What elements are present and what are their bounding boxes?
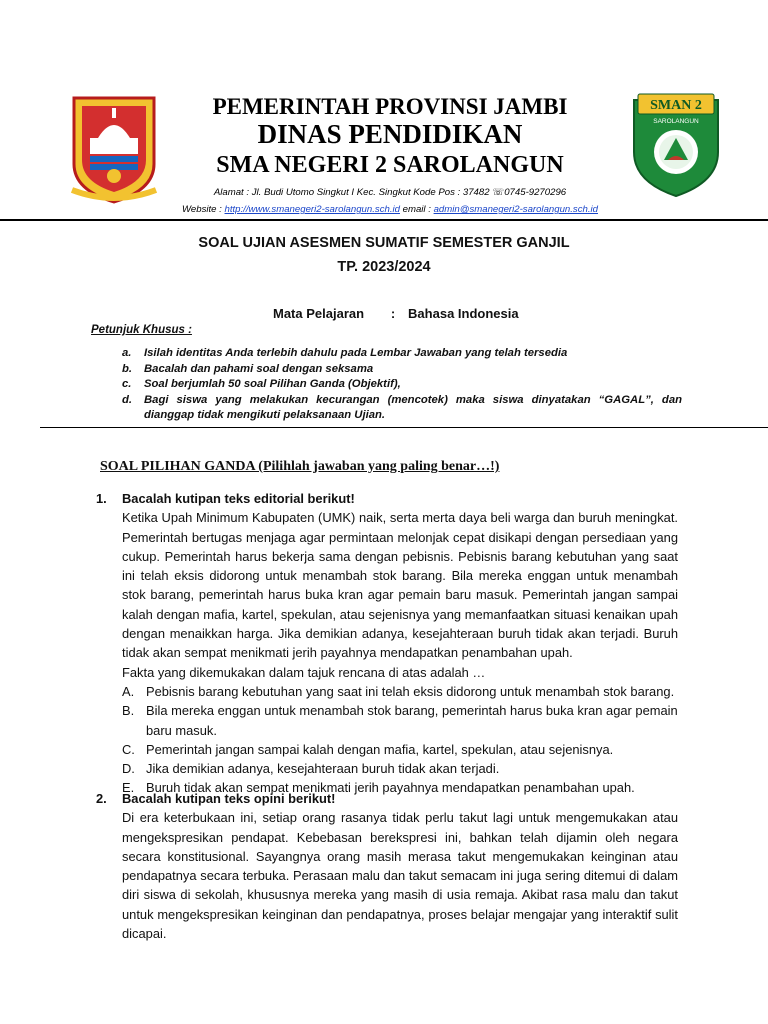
exam-title: SOAL UJIAN ASESMEN SUMATIF SEMESTER GANJIL bbox=[198, 235, 570, 251]
question-2 bbox=[96, 789, 678, 943]
instruction-marker: c. bbox=[122, 378, 132, 390]
option-text: Bila mereka enggan untuk menambah stok barang, pemerintah harus buka kran agar pemain baru masuk. bbox=[146, 703, 678, 738]
letterhead-agency: DINAS PENDIDIKAN bbox=[257, 119, 523, 149]
instruction-item bbox=[122, 393, 682, 424]
answer-option[interactable] bbox=[122, 740, 678, 759]
website-label: Website : bbox=[182, 204, 222, 215]
answer-options bbox=[122, 682, 678, 798]
school-contact bbox=[100, 204, 680, 215]
option-text: Jika demikian adanya, kesejahteraan buruh tidak akan terjadi. bbox=[146, 761, 500, 777]
question-header bbox=[96, 789, 678, 808]
answer-option[interactable] bbox=[122, 701, 678, 740]
option-text: Pemerintah jangan sampai kalah dengan mafia, kartel, spekulan, atau sejenisnya. bbox=[146, 741, 614, 757]
letterhead-school: SMA NEGERI 2 SAROLANGUN bbox=[216, 152, 564, 178]
question-number: 1. bbox=[96, 491, 107, 506]
question-prompt: Bacalah kutipan teks opini berikut! bbox=[122, 791, 336, 806]
option-letter: C. bbox=[122, 741, 135, 757]
instructions-list bbox=[122, 346, 682, 424]
section-title: SOAL PILIHAN GANDA (Pilihlah jawaban yang paling benar…!) bbox=[100, 459, 500, 474]
question-1 bbox=[96, 489, 678, 798]
option-letter: A. bbox=[122, 683, 135, 699]
instruction-marker: d. bbox=[122, 393, 133, 406]
email-label: email : bbox=[402, 204, 431, 215]
instruction-marker: b. bbox=[122, 362, 133, 375]
instruction-text: Isilah identitas Anda terlebih dahulu pada Lembar Jawaban yang telah tersedia bbox=[144, 347, 568, 359]
instructions-divider bbox=[40, 427, 768, 428]
school-logo bbox=[626, 90, 726, 200]
letterhead-province: PEMERINTAH PROVINSI JAMBI bbox=[212, 94, 568, 119]
option-letter: E. bbox=[122, 780, 135, 796]
instruction-item bbox=[122, 346, 682, 362]
option-text: Buruh tidak akan sempat menikmati jerih payahnya mendapatkan penambahan upah. bbox=[146, 780, 635, 796]
question-passage: Di era keterbukaan ini, setiap orang rasanya tidak perlu takut lagi untuk mengemukakan atau mengekspresikan pendapat. Kebebasan berekspresi ini, bahkan telah dijamin oleh negara secara konstitusional. Sayangnya orang masih merasa takut mengemukakan keinginan atau pendapatnya secara terbuka. Perasaan malu dan takut semacam ini juga sering ditemui di dalam diri siswa di sekolah, khususnya mereka yang masih di usia remaja. Akibat rasa malu dan takut untuk mengekspresikan keinginan dan pendapatnya, proses belajar mengajar yang interaktif sulit dicapai. bbox=[122, 810, 678, 942]
instruction-text: Bagi siswa yang melakukan kecurangan (mencotek) maka siswa dinyatakan “GAGAL”, dan dianggap tidak mengikuti pelaksanaan Ujian. bbox=[144, 393, 682, 421]
subject-row bbox=[273, 306, 519, 321]
exam-year: TP. 2023/2024 bbox=[337, 259, 431, 275]
instruction-item bbox=[122, 377, 682, 393]
option-letter: B. bbox=[122, 703, 135, 719]
school-address: Alamat : Jl. Budi Utomo Singkut I Kec. Singkut Kode Pos : 37482 ☏0745-9270296 bbox=[213, 187, 567, 198]
option-text: Pebisnis barang kebutuhan yang saat ini telah eksis didorong untuk menambah stok barang. bbox=[146, 683, 675, 699]
answer-option[interactable] bbox=[122, 759, 678, 778]
instruction-text: Bacalah dan pahami soal dengan seksama bbox=[144, 362, 374, 375]
question-text: Fakta yang dikemukakan dalam tajuk rencana di atas adalah … bbox=[122, 664, 486, 680]
instruction-marker: a. bbox=[122, 347, 132, 359]
question-prompt: Bacalah kutipan teks editorial berikut! bbox=[122, 491, 355, 506]
question-header bbox=[96, 489, 678, 508]
logo-subtext: SAROLANGUN bbox=[653, 118, 699, 125]
letterhead-divider bbox=[0, 219, 768, 221]
question-passage: Ketika Upah Minimum Kabupaten (UMK) naik, serta merta daya beli warga dan buruh meningkat. Pemerintah bertugas menjaga agar permintaan melonjak cepat disikapi dengan persediaan yang cukup. Pemerintah harus bekerja sama dengan pebisnis. Pebisnis barang kebutuhan yang saat ini telah eksis didorong untuk menambah stok barang. Bila mereka enggan untuk menambah stok barang, pemerintah harus buka kran agar pemain baru masuk. Pemerintah jangan sampai kalah dengan mafia, kartel, spekulan, atau sejenisnya yang memanfaatkan situasi kenaikan upah dengan menaikkan harga. Jika demikian adanya, kesejahteraan buruh tidak akan terjadi. Buruh tidak akan sempat menikmati jerih payahnya mendapatkan penambahan upah. bbox=[122, 510, 678, 661]
instructions-heading: Petunjuk Khusus : bbox=[91, 324, 192, 336]
option-letter: D. bbox=[122, 761, 135, 777]
answer-option[interactable] bbox=[122, 682, 678, 701]
subject-value: Bahasa Indonesia bbox=[408, 306, 519, 321]
website-link[interactable]: http://www.smanegeri2-sarolangun.sch.id bbox=[224, 204, 400, 215]
subject-colon: : bbox=[390, 306, 396, 321]
email-link[interactable]: admin@smanegeri2-sarolangun.sch.id bbox=[433, 204, 598, 215]
logo-text: SMAN 2 bbox=[650, 98, 702, 113]
instruction-item bbox=[122, 362, 682, 378]
instruction-text: Soal berjumlah 50 soal Pilihan Ganda (Objektif), bbox=[144, 378, 401, 390]
subject-label: Mata Pelajaran bbox=[273, 306, 365, 321]
question-number: 2. bbox=[96, 791, 107, 806]
